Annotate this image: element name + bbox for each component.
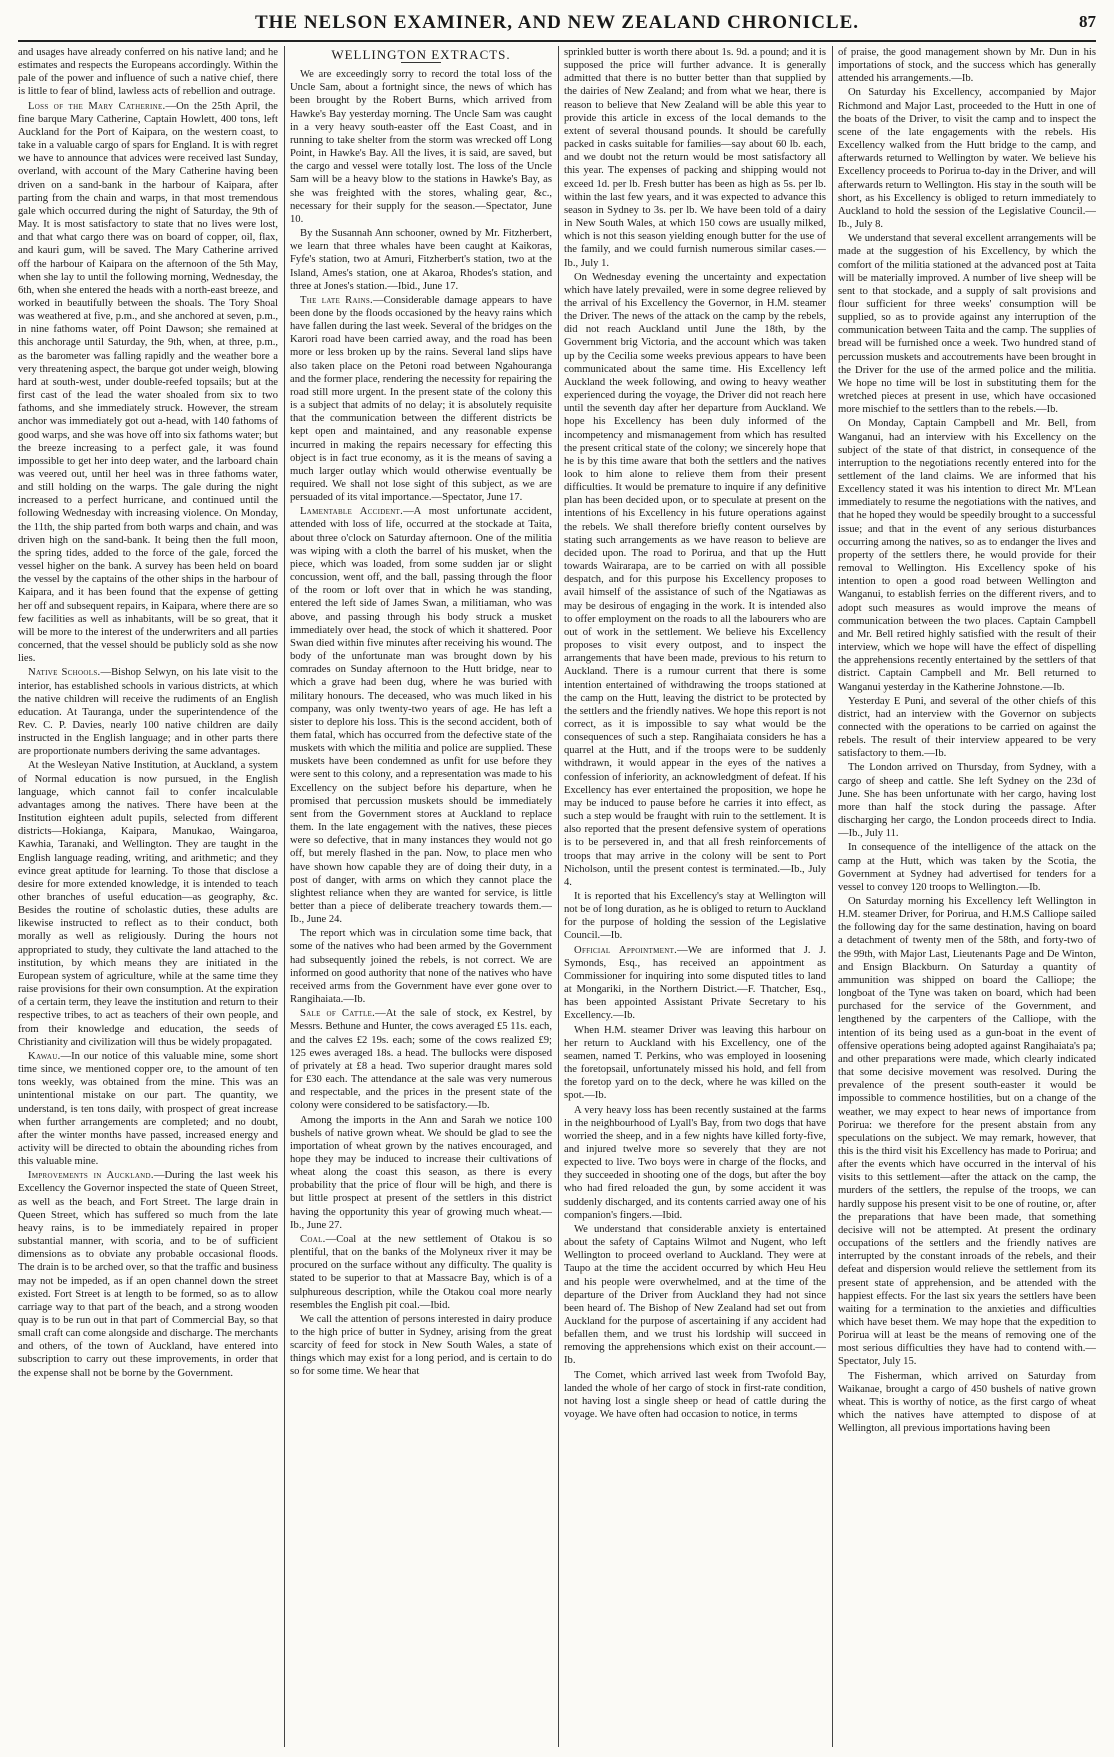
article-text: We are exceedingly sorry to record the total loss of the Uncle Sam, about a fortnight since, the news of which has been brought by the Robert Burns, which arrived from Hawke's Bay yesterday morning. The Uncle Sam was caught in a very heavy south-easter off the East Coast, and in running to take shelter from the storm was wrecked off Long Point, in Hawke's Bay. All the lives, it is said, are saved, but the cargo and vessel were totally lost. The loss of the Uncle Sam will be a heavy blow to the stations in Hawke's Bay, as she was freighted with the stores, whaling gear, &c., necessary for their supply for the season.—Spectator, June 10. [290,69,552,225]
column-4 [838,46,1096,1747]
article-heading: Coal. [300,1233,326,1245]
article-paragraph [838,417,1096,693]
article-paragraph [290,227,552,293]
article-paragraph [564,944,826,1023]
page-header [18,8,1096,38]
article-text: —In our notice of this valuable mine, some short time since, we mentioned copper ore, to the amount of ten tons weekly, was obtained from the mine. This was an unintentional mistake on our part. The quantity, we understand, is ten tons daily, with prospect of great increase when further arrangements are completed; and no doubt, after the winter months have passed, increased energy and activity will be directed to obtain the abounding riches from this valuable mine. [18,1050,278,1168]
article-text: When H.M. steamer Driver was leaving this harbour on her return to Auckland with his Excellency, one of the seamen, named T. Perkins, who was employed in loosening the foretopsail, unfortunately missed his hold, and fell from the foretop yard on to the deck, where he was killed on the spot.—Ib. [564,1024,826,1102]
article-text: We call the attention of persons interested in dairy produce to the high price of butter in Sydney, arising from the great scarcity of feed for stock in New South Wales, a state of things which may exist for a long period, and is certain to do so for some time. We hear that [290,1313,552,1378]
article-text: —We are informed that J. J. Symonds, Esq., has received an appointment as Commissioner for inquiring into some disputed titles to land at Mongariki, in the Northern District.—F. Thatcher, Esq., has been appointed Assistant Private Secretary to his Excellency.—Ib. [564,944,826,1022]
article-text: The Fisherman, which arrived on Saturday from Waikanae, brought a cargo of 450 bushels of native grown wheat. This is worthy of notice, as the first cargo of wheat which the natives have attempted to dispose of at Wellington, all previous importations having been [838,1370,1096,1435]
article-paragraph [290,294,552,505]
article-paragraph [18,1169,278,1380]
article-paragraph [18,759,278,1048]
article-text: We understand that several excellent arrangements will be made at the suggestion of his Excellency, by which the comfort of the militia stationed at the advanced post at Taita will be materially improved. A number of live sheep will be sent to that stockade, and a supply of salt provisions and flour sufficient for three weeks' consumption will be supplied, so as to provide against any interruption of the communication between Taita and the camp. The supplies of bread will be furnished once a week. Two hundred stand of percussion muskets and accoutrements have been brought in the Driver for the use of the armed police and the militia. We hope no time will be lost in substituting them for the wretched pieces at present in use, which have occasioned more mischief to the settlers than to the rebels.—Ib. [838,233,1096,416]
column-divider [284,46,285,1747]
article-text: A very heavy loss has been recently sustained at the farms in the neighbourhood of Lyall's Bay, from two dogs that have worried the sheep, and in a few nights have killed forty-five, and injured twelve more so severely that they are not expected to live. Two boys were in charge of the flocks, and they succeeded in shooting one of the dogs, but after the boy who had fired reloaded the gun, by some accident it was suddenly discharged, and its contents carried away one of his companion's fingers.—Ibid. [564,1104,826,1221]
column-2 [290,46,552,1747]
article-heading: Sale of Cattle. [300,1008,376,1020]
article-paragraph [18,1050,278,1168]
article-heading: Lamentable Accident. [300,506,404,518]
article-paragraph [838,841,1096,894]
article-text: —At the sale of stock, ex Kestrel, by Messrs. Bethune and Hunter, the cows averaged £5 11s. each, and the calves £2 19s. each; some of the cows realized £9; 125 ewes averaged 18s. a head. The bullocks were disposed of privately at £8 a head. Two superior draught mares sold for £30 each. The attendance at the sale was very numerous and respectable, and the prices in the present state of the colony were considered to be satisfactory.—Ib. [290,1008,552,1112]
article-paragraph [838,761,1096,840]
article-text: of praise, the good management shown by Mr. Dun in his importations of stock, and the success which has generally attended his arrangements.—Ib. [838,47,1096,85]
article-paragraph [564,1223,826,1368]
article-heading: Official Appointment. [574,944,678,956]
article-paragraph [564,1369,826,1422]
article-paragraph [564,271,826,889]
article-text: Among the imports in the Ann and Sarah we notice 100 bushels of native grown wheat. We should be glad to see the importation of wheat grown by the natives encouraged, and hope they may be induced to increase their cultivations of wheat along the coast this season, as there is every probability that the price of flour will be high, and there is but little prospect at present of the settlers in this district having the opportunity this year of growing much wheat.—Ib., June 27. [290,1114,552,1231]
article-heading: Improvements in Auckland. [28,1170,154,1182]
article-paragraph [838,46,1096,85]
article-paragraph [290,1233,552,1312]
article-text: In consequence of the intelligence of the attack on the camp at the Hutt, which was taken by the Scotia, the Government at Sydney had advertised for tenders for a vessel to convey 120 troops to Wellington.—Ib. [838,842,1096,893]
article-text: sprinkled butter is worth there about 1s. 9d. a pound; and it is supposed the price will further advance. It is generally admitted that there is no butter better than that supplied by the dairies of New Zealand; and from what we hear, there is reason to believe that New Zealand will be able this year to provide this article in excess of the local demands to the extent of several thousand pounds. It should be carefully packed in casks suitable for families—say about 60 lb. each, and we doubt not the return would be most satisfactory all this year. The expenses of packing and shipping would not exceed 1d. per lb. Fresh butter has been as high as 5s. per lb. within the last few years, and it was expected to advance this season in Sydney to 3s. per lb. We have been told of a dairy in New South Wales, at which 150 cows are usually milked, which is not this season yielding enough butter for the use of the family, and we could furnish numerous similar cases.—Ib., July 1. [564,47,826,269]
article-text: It is reported that his Excellency's stay at Wellington will not be of long duration, as he is obliged to return to Auckland for the purpose of holding the session of the Legislative Council.—Ib. [564,891,826,942]
article-text: On Wednesday evening the uncertainty and expectation which have lately prevailed, were in some degree relieved by the arrival of his Excellency the Governor, in H.M. steamer the Driver. The news of the attack on the camp by the rebels, did not reach Auckland until June the 18th, by the Government brig Victoria, and the account which was taken up by the Cecilia some weeks previous appears to have been communicated about the same time. His Excellency left Auckland the week following, and owing to heavy weather experienced during the voyage, the Driver did not reach here until the seventh day after her departure from Auckland. We hope his Excellency has been duly informed of the incompetency and mismanagement from which has resulted the present critical state of the colony; we sincerely hope that he is by this time aware that both the settlers and the natives look to him alone to relieve them from their present difficulties. It would be premature to inquire if any definitive plan has been decided upon, or to speculate at present on the intentions of his Excellency in his future operations against the rebels. We shall therefore briefly content ourselves by stating such arrangements as we have reason to believe are decided upon. The road to Porirua, and that up the Hutt towards Wairarapa, are to be carried on with all possible despatch, and for this purpose his Excellency proposes to avail himself of the assistance of such of the Ngatiawas as may be desirous of engaging in the work. It is intended also to offer employment on the roads to all the labourers who are out of work in the settlement. We believe his Excellency proposes to visit every outpost, and to inspect the arrangements that have been made, previous to his return to Auckland. There is a rumour current that there is some intention entertained of withdrawing the troops stationed at the camp on the Hutt, leaving the district to be protected by the settlers and the friendly natives. We hope this report is not correct, as it is impossible to say what would be the consequences of such a step. Rangihaiata considers he has a quarrel at the Hutt, and if the troops were to be suddenly withdrawn, it would appear in the eyes of the natives a confession of inferiority, an acknowledgment of defeat. If his Excellency has ever entertained the proposition, we hope he may be induced to pause before he carries it into effect, as such a step would be fraught with ruin to the settlement. It is also reported that the present defensive system of operations is to be persevered in, and that all fresh reinforcements of troops that may arrive in the colony will be sent to Port Nicholson, until the present contest is terminated.—Ib., July 4. [564,271,826,888]
article-text: On Monday, Captain Campbell and Mr. Bell, from Wanganui, had an interview with his Excellency on the subject of the state of that district, in consequence of the interruption to the negotiations recently entered into for the settlement of the land claims. We are informed that his Excellency stated it was his intention to direct Mr. M'Lean immediately to resume the negotiations with the natives, and that he hoped they would be speedily brought to a successful issue; and that in the event of any serious disturbances occurring among the natives, so as to endanger the lives and property of the settlers there, he would provide for their removal to Wellington. His Excellency spoke of his intention to open a good road between Wellington and Wanganui, to establish ferries on the different rivers, and to adopt such measures as would improve the means of communication between the two places. Captain Campbell and Mr. Bell retired highly satisfied with the result of their interview, which we hope will have the effect of dispelling the apprehensions recently entertained by the settlers of that district. Captain Campbell and Mr. Bell returned to Wanganui yesterday in the Katherine Johnstone.—Ib. [838,418,1096,693]
article-text: —During the last week his Excellency the Governor inspected the state of Queen Street, as well as the beach, and Fort Street. The large drain in Queen Street, which has suffered so much from the late heavy rains, is to be immediately repaired in proper substantial manner, with scoria, and to be of sufficient dimensions as to obviate any probable occasional floods. The drain is to be arched over, so that the traffic and business may not be impeded, as if an open channel down the street existed. Fort Street is at length to be formed, so as to allow carriage way to that part of the beach, and a strong wooden quay is to be run out in that part of Commercial Bay, so that small craft can come alongside and discharge. The merchants and others, of the town of Auckland, have entered into subscription to carry out these improvements, in order that the expense shall not be borne by the Government. [18,1170,278,1379]
column-divider [558,46,559,1747]
article-paragraph [564,1104,826,1222]
article-text: On Saturday his Excellency, accompanied by Major Richmond and Major Last, proceeded to the Hutt in one of the boats of the Driver, to visit the camp and to inspect the scene of the late engagements with the rebels. His Excellency walked from the Hutt bridge to the camp, and afterwards returned to Wellington by water. We believe his Excellency proceeds to Porirua to-day in the Driver, and will afterwards return to Wellington. His stay in the south will be short, as his Excellency is obliged to return immediately to Auckland to hold the session of the Legislative Council.—Ib., July 8. [838,87,1096,231]
article-heading: Loss of the Mary Catherine. [28,100,166,112]
article-paragraph [18,100,278,666]
article-text: The report which was in circulation some time back, that some of the natives who had been armed by the Government had subsequently joined the rebels, is not correct. We are informed on good authority that none of the natives who have received arms from the Government have ever gone over to Rangihaiata.—Ib. [290,928,552,1006]
page-number: 87 [1079,12,1096,31]
article-paragraph [564,890,826,943]
column-divider [832,46,833,1747]
article-text: —Coal at the new settlement of Otakou is so plentiful, that on the banks of the Molyneux river it may be procured on the surface without any difficulty. The quality is stated to be superior to that at Massacre Bay, which is of a sulphureous description, while the Otakou coal more nearly resembles the English pit coal.—Ibid. [290,1233,552,1311]
article-text: At the Wesleyan Native Institution, at Auckland, a system of Normal education is now pursued, in the English language, which cannot fail to confer incalculable advantages among the natives. There have been at the Institution eighteen adult pupils, selected from different districts—Hokianga, Kaipara, Manukao, Waingaroa, Kawhia, Taranaki, and Wellington. They are taught in the English language reading, writing, and arithmetic; and they evince great aptitude for learning. To those that disclose a desire for more extended knowledge, it is intended to teach other branches of useful education—as geography, &c. Besides the routine of scholastic duties, these adults are likewise instructed to reflect as to their conduct, both morally as well as religiously. During the hours not appropriated to study, they cultivate the land attached to the institution, by which means they are initiated in the European system of agriculture, while at the same time they raise provisions for their own consumption. At the expiration of a certain term, they leave the institution and return to their respective tribes, to act as teachers of their own people, and from their knowledge and education, the seeds of Christianity and civilization will thus be widely propagated. [18,760,278,1048]
article-paragraph [838,895,1096,1369]
article-paragraph [564,1024,826,1103]
article-paragraph [290,505,552,926]
article-heading: The late Rains. [300,294,373,306]
article-text: We understand that considerable anxiety is entertained about the safety of Captains Wilmot and Nugent, who left Wellington to proceed overland to Auckland. They were at Taupo at the time the accident occurred by which Heu Heu and his people were overwhelmed, and at the time of the departure of the Driver from Auckland they had not since been heard of. The Bishop of New Zealand had set out from Auckland for the purpose of ascertaining if any accident had befallen them, and we trust his lordship will succeed in removing the apprehensions which exist on their account.—Ib. [564,1223,826,1367]
article-text: and usages have already conferred on his native land; and he estimates and respects the Europeans accordingly. Within the pale of the power and influence of such a native chief, there is little to fear of blind, lawless acts of rebellion and outrage. [18,47,278,98]
column-3 [564,46,826,1747]
article-paragraph [838,86,1096,231]
article-paragraph [838,232,1096,416]
article-paragraph [18,666,278,758]
article-heading: Native Schools. [28,667,101,679]
article-paragraph [290,1007,552,1112]
article-paragraph [290,68,552,226]
section-title: WELLINGTON EXTRACTS. [331,47,511,62]
article-text: The London arrived on Thursday, from Sydney, with a cargo of sheep and cattle. She left Sydney on the 23d of June. She has been unfortunate with her cargo, having lost more than half the stock during the passage. After discharging her cargo, the London proceeds direct to India.—Ib., July 11. [838,762,1096,840]
article-paragraph [838,695,1096,761]
article-heading: Kawau. [28,1050,61,1062]
article-text: —On the 25th April, the fine barque Mary Catherine, Captain Howlett, 400 tons, left Auckland for the Port of Kaipara, on the western coast, to take in a valuable cargo of spars for England. It is with regret we have to announce that advices were received last Sunday, overland, with account of the Mary Catherine having been driven on a sand-bank in the harbour of Kaipara, after parting from the chain and warps, in that most tremendous gale which occurred during the night of Saturday, the 9th of May. It is most satisfactory to state that no lives were lost, and that what cargo there was on board of copper, oil, flax, and kauri gum, will be saved. The Mary Catherine arrived off the harbour of Kaipara on the afternoon of the 5th May, when she lay to until the following morning, Wednesday, the 6th, when she entered the heads with a north-east breeze, and worked in beautifully between the shoals. The Tory Shoal was weathered at five, p.m., and she anchored at seven, p.m., in nine fathoms water, off Point Dawson; she remained at this anchorage until Saturday, the 9th, when, at three, p.m., as the barometer was falling rapidly and the weather bore a very threatening aspect, the barque got under weigh, blowing hard at south-west, under double-reefed topsails; but at the first cast of the lead the water shoaled from six to two fathoms, and she immediately struck. However, the stream anchor was immediately got out a-head, with 140 fathoms of good warps, and she was hove off into six fathoms water; but the breeze increasing to a perfect gale, it was found impossible to get her into deep water, and the larboard chain was veered out, until her heel was in three fathoms water, and still holding on the warps. The gale during the night increased to a perfect hurricane, and continued until the following Wednesday with increasing violence. On Monday, the 11th, the ship parted from both warps and chain, and was driven high on the sand-bank. It being then the full moon, the spring tides, added to the force of the gale, forced the vessel higher on the bank. A survey has been held on board the vessel by the captains of the other ships in the harbour of Kaipara, and it has been found that the expense of getting her off and subsequent repairs, in Kaipara, where there are so few facilities as well as inhabitants, will be so great, that it will be more to the interest of the underwriters and all parties concerned, that the vessel should be publicly sold as she now lies. [18,100,278,665]
article-text: Yesterday E Puni, and several of the other chiefs of this district, had an interview with the Governor on subjects connected with the operations to be carried on against the rebels. The result of their interview appeared to be very satisfactory to them.—Ib. [838,695,1096,760]
article-text: On Saturday morning his Excellency left Wellington in H.M. steamer Driver, for Porirua, and H.M.S Calliope sailed the following day for the same destination, having on board a detachment of twenty men of the 58th, and forty-two of the 99th, with Major Last, Lieutenants Page and De Winton, and Ensign Blackburn. On Saturday a quantity of ammunition was shipped on board the Calliope; the longboat of the Tyne was taken on board, which had been purchased for the service of the Government, and lengthened by the carpenters of the Calliope, with the intention of its being used as a gun-boat in the event of offensive operations being adopted against Rangihaiata's pa; and other preparations were made, which clearly indicated that some decisive movement was resolved. During the prevalence of the present south-easter it would be impossible to commence hostilities, but on a change of the weather, we may expect to hear news of importance from Porirua: we therefore for the present abstain from any speculations on the subject. We may remark, however, that this is the third visit his Excellency has made to Porirua; and after the events which have occurred in the interval of his visits to this settlement—after the attack on the camp, the murders of the settlers, the repulse of the troops, we can hardly suppose his present visit to be one of routine, or, after the preparations that have been made, that something decisive will not be attempted. At present the ordinary occupations of the settlers and the friendly natives are interrupted by the constant inroads of the rebels, and their defeat and dispersion would relieve the settlement from its present state of apprehension, and be attended with the happiest effects. For the last six years the settlers have been waiting for a termination to the anxieties and difficulties which have beset them. We may hope that the expedition to Porirua will at least be the means of removing one of the most serious difficulties they have had to contend with.—Spectator, July 15. [838,896,1096,1368]
header-rule [18,40,1096,42]
article-text: —Considerable damage appears to have been done by the floods occasioned by the heavy rains which have fallen during the last week. Several of the bridges on the Karori road have been carried away, and the road has been more or less broken up by the rains. Several land slips have also taken place on the Petoni road between Ngahouranga and the former place, rendering the necessity for repairing the road still more urgent. In the present state of the colony this is a subject that admits of no delay; it is absolutely requisite that the communication between the different districts be kept open and maintained, and any reasonable expense incurred in making the repairs necessary for effecting this object is in fact true economy, as it is the means of saving a much larger outlay which would otherwise eventually be required. We shall not lose sight of this subject, as we are persuaded of its vital importance.—Spectator, June 17. [290,294,552,504]
article-paragraph [290,1114,552,1232]
article-paragraph [290,927,552,1006]
article-paragraph [564,46,826,270]
column-1 [18,46,278,1747]
article-paragraph [290,1313,552,1379]
article-paragraph [18,46,278,99]
running-title: THE NELSON EXAMINER, AND NEW ZEALAND CHRONICLE. [254,12,860,33]
article-text: —Bishop Selwyn, on his late visit to the interior, has established schools in various districts, at which the native children will receive the rudiments of an English education. At Tauranga, under the superintendence of the Rev. C. P. Davies, nearly 100 native children are daily instructed in the English language; and in other parts there are proportionate numbers deriving the same advantages. [18,667,278,758]
article-text: By the Susannah Ann schooner, owned by Mr. Fitzherbert, we learn that three whales have been caught at Kaikoras, Fyfe's station, two at Amuri, Fitzherbert's station, two at the Island, Ames's station, one at Akaroa, Rhodes's station, and three at Jones's station.—Ibid., June 17. [290,228,552,292]
article-text: —A most unfortunate accident, attended with loss of life, occurred at the stockade at Taita, about three o'clock on Saturday afternoon. One of the militia was wiping with a cloth the barrel of his musket, when the piece, which was loaded, from some sudden jar or slight concussion, went off, and the ball, passing through the floor of the room or loft over that in which he was standing, entered the left side of James Swan, a militiaman, who was above, and passing through his body struck a musket immediately over head, the stock of which it shattered. Poor Swan died within five minutes after receiving his wound. The body of the unfortunate man was brought down by his comrades on Sunday afternoon to the Hutt bridge, near to which a grave had been dug, where he was buried with military honours. The deceased, who was much liked in his company, was only twenty-two years of age. He has left a sister to deplore his loss. This is the second accident, both of them fatal, which has occurred from the defective state of the muskets with which the militia and police are supplied. These muskets have been condemned as unfit for use before they were sent to this colony, and a representation was made to his Excellency on the subject before his departure, when he promised that percussion muskets should be immediately sent from the Government stores at Auckland to replace them. In the late engagement with the natives, these pieces were so defective, that in many instances they would not go off, but merely flashed in the pan. Now, to place men who have shown how capable they are of doing their duty, in a post of danger, with arms on which they cannot place the slightest reliance when they are wanted for service, is little better than a piece of deliberate treachery towards them.—Ib., June 24. [290,506,552,926]
article-text: The Comet, which arrived last week from Twofold Bay, landed the whole of her cargo of stock in first-rate condition, not having lost a single sheep or head of cattle during the voyage. We have often had occasion to notice, in terms [564,1369,826,1421]
text-columns [18,46,1096,1747]
article-paragraph [838,1370,1096,1436]
section-rule [401,62,441,63]
